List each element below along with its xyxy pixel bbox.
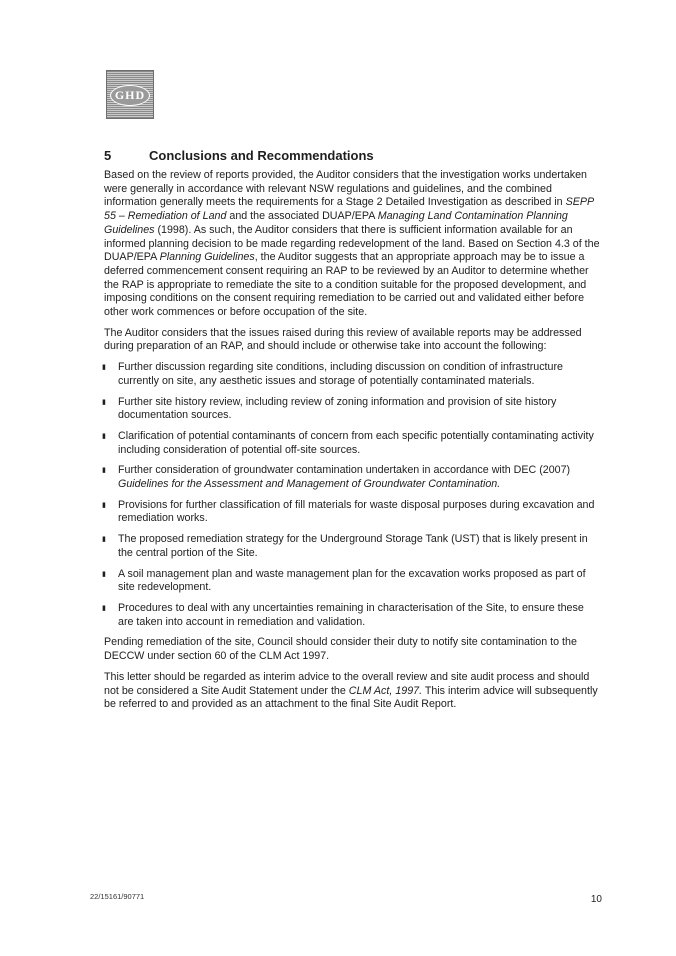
bullet-icon: ▮: [102, 570, 106, 578]
section-heading: [104, 148, 374, 163]
bullet-icon: ▮: [102, 501, 106, 509]
list-item: [104, 533, 602, 560]
section-number: 5: [104, 148, 112, 163]
section-title: Conclusions and Recommendations: [149, 148, 374, 163]
ghd-logo: [106, 70, 154, 119]
para1-text-3: (1998). As such, the Auditor considers that there is sufficient information available for an informed planning decision to be made regarding redevelopment of the land. Based on Section 4.3 of the DUAP/EPA: [104, 223, 600, 264]
logo-oval: [110, 85, 150, 106]
list-item-text: Further site history review, including review of zoning information and provision of site history documentation sources.: [118, 395, 557, 422]
bullet-icon: ▮: [102, 432, 106, 440]
para1-text-2: and the associated DUAP/EPA: [226, 210, 378, 223]
bullet-icon: ▮: [102, 398, 106, 406]
list-item: [104, 361, 602, 388]
bullet-icon: ▮: [102, 604, 106, 612]
para1-italic-planning: Planning Guidelines: [159, 251, 255, 264]
para4-text-1: This letter should be regarded as interim advice to the overall review and site audit process and should not be considered a Site Audit Statement under the: [104, 670, 590, 697]
list-item-text: A soil management plan and waste management plan for the excavation works proposed as part of site redevelopment.: [118, 567, 586, 594]
section-body: [104, 169, 602, 719]
paragraph-3: Pending remediation of the site, Council should consider their duty to notify site contamination to the DECCW under section 60 of the CLM Act 1997.: [104, 636, 577, 663]
document-reference: 22/15161/90771: [90, 892, 145, 901]
paragraph-4: [104, 671, 602, 712]
bullet-icon: ▮: [102, 536, 106, 544]
list-item-text: Further discussion regarding site conditions, including discussion on condition of infrastructure currently on site, any aesthetic issues and storage of potentially contaminated materials.: [118, 361, 563, 387]
para4-italic-clm: CLM Act, 1997.: [348, 684, 423, 697]
list-item-text: Procedures to deal with any uncertainties remaining in characterisation of the Site, to ensure these are taken into account in remediation and validation.: [118, 601, 584, 628]
list-item: [104, 568, 602, 595]
list-item: [104, 430, 602, 457]
para1-italic-sepp: SEPP 55 – Remediation of Land: [104, 196, 594, 223]
para4-text-2: This interim advice will subsequently be referred to and provided as an attachment to the final Site Audit Report.: [104, 684, 598, 711]
list-item: [104, 602, 602, 629]
paragraph-1: [104, 169, 602, 320]
list-item-italic: Guidelines for the Assessment and Management of Groundwater Contamination.: [118, 478, 501, 491]
bullet-icon: ▮: [102, 467, 106, 475]
list-item-text: Further consideration of groundwater contamination undertaken in accordance with DEC (2007): [118, 464, 571, 477]
list-item-text: Provisions for further classification of fill materials for waste disposal purposes during excavation and remediation works.: [118, 498, 595, 525]
para1-text-1: Based on the review of reports provided, the Auditor considers that the investigation works undertaken were generally in accordance with relevant NSW regulations and guidelines, and the combined information generally meets the requirements for a Stage 2 Detailed Investigation as described in: [104, 169, 587, 209]
list-item: [104, 396, 602, 423]
list-item: [104, 499, 602, 526]
list-item-text: The proposed remediation strategy for the Underground Storage Tank (UST) that is likely present in the central portion of the Site.: [118, 533, 588, 559]
list-item: [104, 464, 602, 491]
recommendation-list: [104, 361, 602, 629]
bullet-icon: ▮: [102, 364, 106, 372]
logo-text: GHD: [114, 88, 146, 102]
page-number: 10: [590, 894, 602, 905]
para1-italic-guidelines: Managing Land Contamination Planning Guidelines: [104, 210, 568, 236]
paragraph-2: The Auditor considers that the issues raised during this review of available reports may be addressed during preparation of an RAP, and should include or otherwise take into account the following:: [104, 326, 582, 353]
list-item-text: Clarification of potential contaminants of concern from each specific potentially contaminating activity including consideration of potential off-site sources.: [118, 429, 594, 456]
para1-text-4: , the Auditor suggests that an appropriate approach may be to issue a deferred commencement consent requiring an RAP to be reviewed by an Auditor to determine whether the RAP is appropriate to remediate the site to a condition suitable for the proposed development, and imposing conditions on the consent requiring remediation to be carried out and validated either before other work commences or before occupation of the site.: [104, 251, 589, 319]
